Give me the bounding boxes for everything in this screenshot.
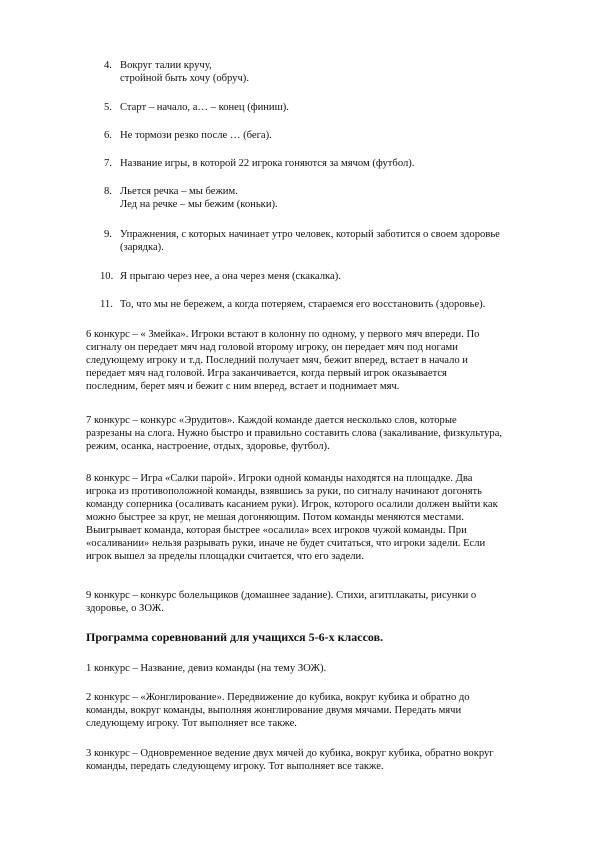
list-line: Название игры, в которой 22 игрока гоняются за мячом (футбол). bbox=[120, 158, 415, 169]
list-number: 10. bbox=[100, 271, 114, 282]
text-line: Выигрывает команда, которая быстрее «осалила» всех игроков чужой команды. При bbox=[86, 525, 467, 536]
paragraph-contest-8 bbox=[86, 472, 536, 563]
list-line: стройной быть хочу (обруч). bbox=[120, 73, 249, 84]
text-line: 9 конкурс – конкурс болельщиков (домашнее задание). Стихи, агитплакаты, рисунки о bbox=[86, 590, 477, 601]
list-line: Старт – начало, а… – конец (финиш). bbox=[120, 102, 289, 113]
text-line: 1 конкурс – Название, девиз команды (на тему ЗОЖ). bbox=[86, 663, 327, 674]
list-text bbox=[120, 157, 560, 170]
list-line: Вокруг талии кручу, bbox=[120, 60, 212, 71]
list-line: Я прыгаю через нее, а она через меня (скакалка). bbox=[120, 271, 341, 282]
list-number: 6. bbox=[104, 130, 112, 141]
list-text bbox=[120, 270, 560, 283]
text-line: передает мяч над головой. Игра заканчивается, когда первый игрок оказывается bbox=[86, 368, 447, 379]
text-line: команды, вокруг команды, выполняя жонглирование двумя мячами. Передать мячи bbox=[86, 705, 462, 716]
list-line: То, что мы не бережем, а когда потеряем, стараемся его восстановить (здоровье). bbox=[120, 299, 486, 310]
text-line: игрока из противоположной команды, взявшись за руки, по сигналу начинают догонять bbox=[86, 486, 482, 497]
text-line: игрок вышел за пределы площадки считается, что его задели. bbox=[86, 551, 364, 562]
text-line: 8 конкурс – Игра «Салки парой». Игроки одной команды находятся на площадке. Два bbox=[86, 473, 473, 484]
list-line: (зарядка). bbox=[120, 242, 164, 253]
text-line: следующему игроку. Тот выполняет все также. bbox=[86, 718, 297, 729]
list-text bbox=[120, 228, 560, 254]
list-line: Не тормози резко после … (бега). bbox=[120, 130, 272, 141]
paragraph-contest-7 bbox=[86, 414, 536, 453]
list-number: 5. bbox=[104, 102, 112, 113]
text-line: 3 конкурс – Одновременное ведение двух мячей до кубика, вокруг кубика, обратно вокруг bbox=[86, 748, 494, 759]
list-line: Упражнения, с которых начинает утро человек, который заботится о своем здоровье bbox=[120, 229, 500, 240]
list-text bbox=[120, 59, 560, 85]
text-line: режим, осанка, настроение, отдых, здоровье, футбол). bbox=[86, 441, 330, 452]
list-number: 11. bbox=[100, 299, 113, 310]
list-line: Лед на речке – мы бежим (коньки). bbox=[120, 199, 278, 210]
list-number: 7. bbox=[104, 158, 112, 169]
text-line: команду соперника (осаливать касанием руки). Игрок, которого осалили должен выйти как bbox=[86, 499, 498, 510]
list-number: 8. bbox=[104, 186, 112, 197]
text-line: 2 конкурс – «Жонглирование». Передвижение до кубика, вокруг кубика и обратно до bbox=[86, 692, 470, 703]
paragraph-contest-2 bbox=[86, 691, 536, 730]
list-number: 9. bbox=[104, 229, 112, 240]
text-line: следующему игроку и т.д. Последний получает мяч, бежит вперед, встает в начало и bbox=[86, 355, 468, 366]
list-text bbox=[120, 129, 560, 142]
text-line: 7 конкурс – конкурс «Эрудитов». Каждой команде дается несколько слов, которые bbox=[86, 415, 457, 426]
paragraph-contest-6 bbox=[86, 328, 536, 393]
text-line: 6 конкурс – « Змейка». Игроки встают в колонну по одному, у первого мяч впереди. По bbox=[86, 329, 480, 340]
list-text bbox=[120, 101, 560, 114]
text-line: команды, передать следующему игроку. Тот выполняет все также. bbox=[86, 761, 384, 772]
list-number: 4. bbox=[104, 60, 112, 71]
paragraph-contest-3 bbox=[86, 747, 536, 773]
list-text bbox=[120, 185, 560, 211]
paragraph-contest-9 bbox=[86, 589, 536, 615]
text-line: можно быстрее за круг, не мешая догоняющим. Потом команды меняются местами. bbox=[86, 512, 464, 523]
list-text bbox=[120, 298, 560, 311]
text-line: последним, берет мяч и бежит с ним вперед, встает и поднимает мяч. bbox=[86, 381, 400, 392]
text-line: «осаливании» нельзя разрывать руки, иначе не будет считаться, что игроки задели. Если bbox=[86, 538, 486, 549]
section-heading: Программа соревнований для учащихся 5-6-х классов. bbox=[86, 630, 384, 644]
text-line: сигналу он передает мяч над головой второму игроку, он передает мяч под ногами bbox=[86, 342, 458, 353]
text-line: разрезаны на слога. Нужно быстро и правильно составить слова (закаливание, физкультура, bbox=[86, 428, 503, 439]
paragraph-contest-1 bbox=[86, 662, 536, 675]
text-line: здоровье, о ЗОЖ. bbox=[86, 603, 164, 614]
list-line: Льется речка – мы бежим. bbox=[120, 186, 238, 197]
